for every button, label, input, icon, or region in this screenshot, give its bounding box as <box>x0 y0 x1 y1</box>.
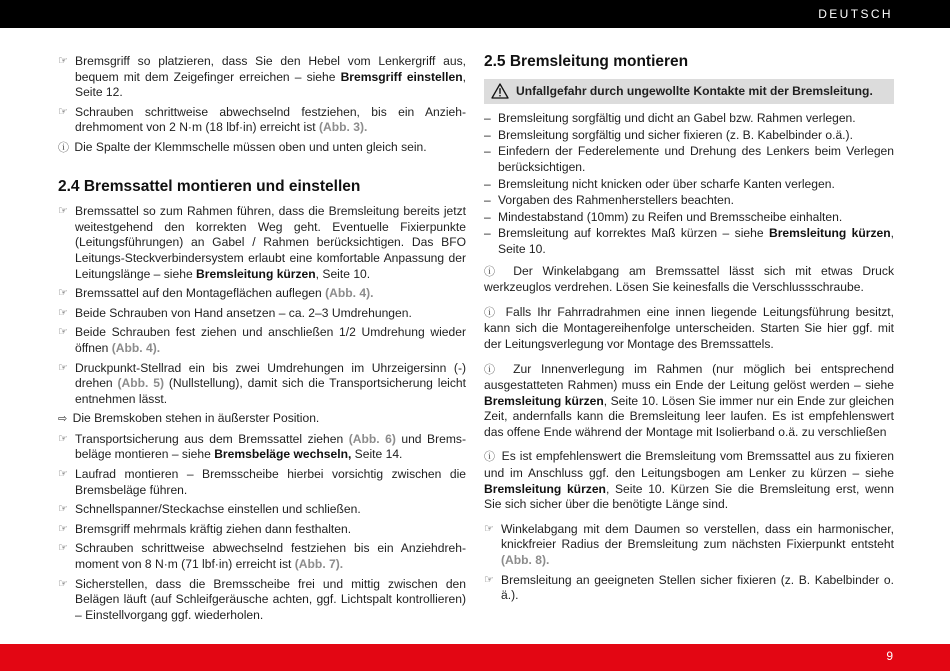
instruction-item <box>58 541 466 572</box>
text: , Seite 10. <box>498 226 894 256</box>
dash-item <box>484 177 894 193</box>
text: , Seite 10. Lösen Sie immer nur ein Ende zur gleichen Zeit, andernfalls kann die Bremsleitung leer laufen. Es ist empfehlenswert das offene Ende während der Montage mit Isolierband o.ä. zu verschließen <box>484 393 894 439</box>
text: Beide Schrauben fest ziehen und anschließen 1/2 Umdrehung wieder öffnen <box>75 325 466 355</box>
dash-item <box>484 193 894 209</box>
text: Bremsleitung auf korrektes Maß kürzen – siehe <box>498 226 769 241</box>
instruction-item <box>58 577 466 624</box>
text: Transportsicherung aus dem Bremssattel ziehen <box>75 431 349 446</box>
text: und Bremsbeläge montieren – siehe <box>75 431 466 462</box>
text: Vorgaben des Rahmenherstellers beachten. <box>498 193 734 208</box>
info-note <box>484 362 894 441</box>
dash-item <box>484 144 894 175</box>
info-note <box>484 305 894 353</box>
hand-pointer-icon: ☞ <box>58 361 68 374</box>
text: Der Winkelabgang am Bremssattel lässt sich mit etwas Druck werkzeuglos verdrehen. Lösen Sie keinesfalls die Verschlussschraube. <box>484 263 894 295</box>
hand-pointer-icon: ☞ <box>58 55 68 67</box>
text: Bremsleitung an geeigneten Stellen sicher fixieren (z. B. Kabelbinder o. ä.). <box>501 572 894 603</box>
info-icon: ⓘ <box>484 363 502 376</box>
hand-pointer-icon: ☞ <box>58 205 68 218</box>
arrow-right-icon: ⇨ <box>58 413 68 426</box>
text: Druckpunkt-Stellrad ein bis zwei Umdrehungen im Uhrzeigersinn (-) drehen <box>75 360 466 391</box>
dash-item <box>484 226 894 257</box>
text: Schrauben schrittweise abwechselnd festziehen, bis ein Anziehdrehmoment von 2 N·m (18 lbf·in) erreicht ist <box>75 104 466 135</box>
right-column <box>484 54 894 608</box>
info-note <box>484 264 894 296</box>
instruction-item <box>58 467 466 498</box>
instruction-item <box>58 325 466 356</box>
figure-reference: (Abb. 4). <box>111 340 161 355</box>
figure-reference: (Abb. 6) <box>348 431 396 446</box>
hand-pointer-icon: ☞ <box>484 573 494 586</box>
instruction-item <box>58 502 466 518</box>
hand-pointer-icon: ☞ <box>58 468 68 481</box>
dash-bullet: – <box>484 209 491 224</box>
figure-reference: (Abb. 8). <box>501 553 550 568</box>
instruction-item <box>58 432 466 463</box>
dash-item <box>484 128 894 144</box>
cross-reference: Bremsleitung kürzen <box>768 226 891 241</box>
text: Falls Ihr Fahrradrahmen eine innen liegende Leitungsführung besitzt, kann sich die Montagereihenfolge unterscheiden. Starten Sie hier ggf. mit der Leitungsverlegung vor Montage des Bremssattels. <box>484 304 894 351</box>
cross-reference: Bremsleitung kürzen <box>484 393 604 408</box>
cross-reference: Bremsleitung kürzen <box>484 481 606 496</box>
text: Mindestabstand (10mm) zu Reifen und Bremsscheibe einhalten. <box>498 209 843 224</box>
text: Bremssattel auf den Montageflächen auflegen <box>75 286 326 301</box>
text: Seite 14. <box>351 447 403 462</box>
hand-pointer-icon: ☞ <box>58 287 68 300</box>
dash-bullet: – <box>484 144 491 159</box>
instruction-item <box>484 522 894 569</box>
text: Die Bremskoben stehen in äußerster Position. <box>72 411 320 426</box>
dash-bullet: – <box>484 193 491 208</box>
text: Schrauben schrittweise abwechselnd festziehen bis ein Anziehdrehmoment von 8 N·m (71 lbf·in) erreicht ist <box>75 541 466 572</box>
text: Schnellspanner/Steckachse einstellen und schließen. <box>75 502 361 517</box>
dash-bullet: – <box>484 111 491 126</box>
text: Bremsgriff so platzieren, dass Sie den Hebel vom Lenkergriff aus, bequem mit dem Zeigefinger erreichen – siehe <box>75 54 466 84</box>
warning-triangle-icon <box>491 83 509 104</box>
info-icon: ⓘ <box>58 141 69 154</box>
figure-reference: (Abb. 4). <box>325 286 374 301</box>
instruction-item <box>58 204 466 282</box>
text: Bremsleitung sorgfältig und dicht an Gabel bzw. Rahmen verlegen. <box>498 111 856 126</box>
text: Bremsleitung sorgfältig und sicher fixieren (z. B. Kabelbinder o.ä.). <box>498 127 853 142</box>
left-column <box>58 54 466 627</box>
dash-bullet: – <box>484 226 491 241</box>
hand-pointer-icon: ☞ <box>58 306 68 319</box>
text: Die Spalte der Klemmschelle müssen oben und unten gleich sein. <box>74 139 427 154</box>
info-icon: ⓘ <box>484 451 496 464</box>
hand-pointer-icon: ☞ <box>58 522 68 535</box>
cross-reference: Bremsgriff einstellen <box>340 69 463 84</box>
section-heading-2-4: 2.4 Bremssattel montieren und einstellen <box>58 177 361 195</box>
result-line <box>58 411 466 428</box>
instruction-item <box>484 573 894 604</box>
cross-reference: Bremsbeläge wechseln, <box>214 447 352 462</box>
hand-pointer-icon: ☞ <box>58 105 68 118</box>
info-icon: ⓘ <box>484 265 502 278</box>
instruction-item <box>58 54 466 101</box>
footer-bar <box>0 644 950 671</box>
dash-item <box>484 210 894 226</box>
text: Bremsgriff mehrmals kräftig ziehen dann festhalten. <box>75 521 352 536</box>
text: (Nullstellung), damit sich die Transportsicherung leicht entnehmen lässt. <box>75 376 466 406</box>
instruction-item <box>58 105 466 136</box>
hand-pointer-icon: ☞ <box>58 577 68 590</box>
text: , Seite 12. <box>75 69 466 100</box>
text: , Seite 10. <box>315 266 371 281</box>
hand-pointer-icon: ☞ <box>58 432 68 445</box>
instruction-item <box>58 361 466 408</box>
text: Bremsleitung nicht knicken oder über scharfe Kanten verlegen. <box>498 176 835 191</box>
hand-pointer-icon: ☞ <box>58 542 68 555</box>
hand-pointer-icon: ☞ <box>58 503 68 516</box>
figure-reference: (Abb. 5) <box>117 376 165 391</box>
info-note <box>484 449 894 512</box>
dash-item <box>484 111 894 127</box>
text: Sicherstellen, dass die Bremsscheibe frei und mittig zwischen den Belägen läuft (auf Schleifgeräusche achten, ggf. Lichtspalt kontrollieren) – Einstellvorgang ggf. wiederholen. <box>75 576 466 622</box>
dash-bullet: – <box>484 127 491 142</box>
figure-reference: (Abb. 3). <box>318 120 368 135</box>
figure-reference: (Abb. 7). <box>294 557 344 572</box>
header-bar <box>0 0 950 28</box>
section-heading-2-5: 2.5 Bremsleitung montieren <box>484 53 689 70</box>
language-label: DEUTSCH <box>818 7 893 21</box>
warning-text: Unfallgefahr durch ungewollte Kontakte mit der Bremsleitung. <box>516 83 873 98</box>
instruction-item <box>58 522 466 538</box>
text: , Seite 10. Kürzen Sie die Bremsleitung erst, wenn Sie sich sicher über die benötigte Länge sind. <box>484 481 894 512</box>
text: Bremssattel so zum Rahmen führen, dass die Bremsleitung bereits jetzt weitestgehend den korrekten Weg geht. Eventuelle Fixierpunkte (Leitungsführungen) an Gabel / Rahmen berücksichtigen. Das BFO Leitungs-Steckverbindersystem erlaubt eine komfortable Anpassung der Leitungslänge – siehe <box>75 204 466 281</box>
page-number: 9 <box>886 649 893 663</box>
instruction-item <box>58 286 466 302</box>
warning-box <box>484 79 894 105</box>
hand-pointer-icon: ☞ <box>58 326 68 339</box>
text: Winkelabgang mit dem Daumen so verstellen, dass ein harmonischer, knickfreier Radius der Bremsleitung zum nächsten Fixierpunkt entsteht <box>501 521 894 552</box>
cross-reference: Bremsleitung kürzen <box>196 266 316 281</box>
info-note <box>58 140 466 157</box>
text: Beide Schrauben von Hand ansetzen – ca. 2–3 Umdrehungen. <box>75 305 412 320</box>
text: Es ist empfehlenswert die Bremsleitung vom Bremssattel aus zu fixieren und im Anschluss ggf. den Leitungsbogen am Lenker zu kürzen – siehe <box>484 449 894 481</box>
text: Einfedern der Federelemente und Drehung des Lenkers beim Verlegen berücksichtigen. <box>498 144 894 174</box>
info-icon: ⓘ <box>484 306 498 319</box>
text: Laufrad montieren – Bremsscheibe hierbei vorsichtig zwischen die Bremsbeläge führen. <box>75 467 466 497</box>
instruction-item <box>58 306 466 322</box>
hand-pointer-icon: ☞ <box>484 522 494 535</box>
text: Zur Innenverlegung im Rahmen (nur möglich bei entsprechend ausgestatteten Rahmen) muss ein Ende der Leitung gelöst werden – siehe <box>484 361 894 393</box>
dash-bullet: – <box>484 176 491 191</box>
